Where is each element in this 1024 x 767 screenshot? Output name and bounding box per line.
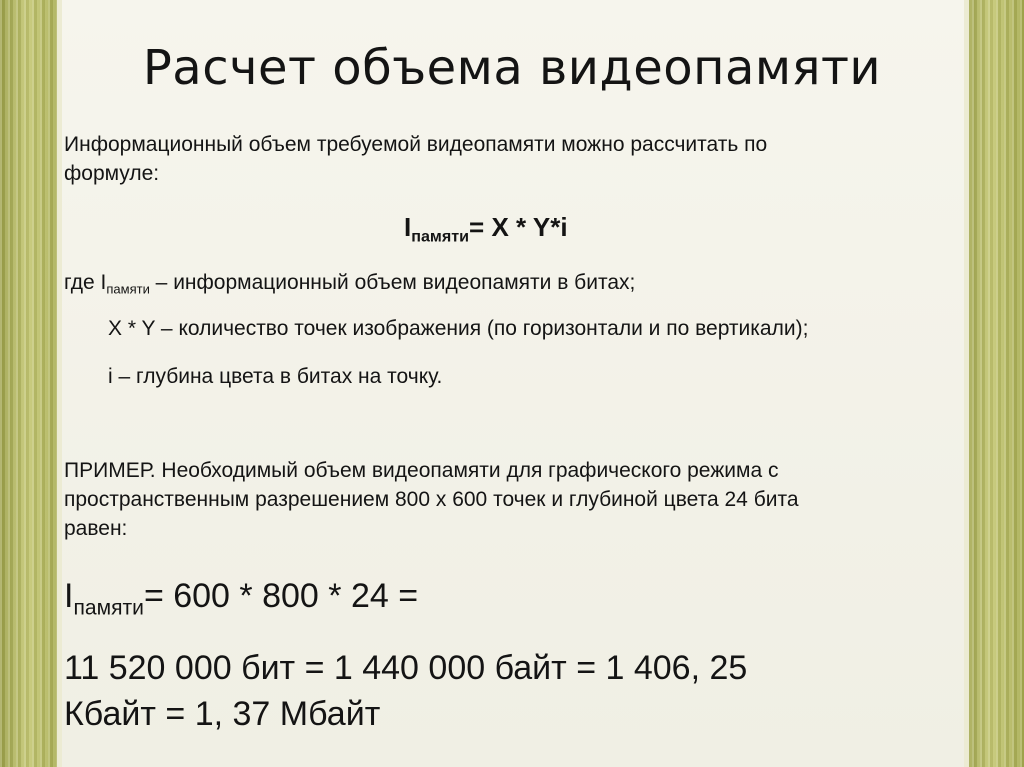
- formula-symbol: I: [404, 212, 412, 242]
- result-line-1: 11 520 000 бит = 1 440 000 байт = 1 406, 25: [64, 649, 748, 687]
- memory-formula: [404, 212, 568, 246]
- right-decorative-border: [964, 0, 1024, 767]
- calc-symbol: I: [64, 577, 74, 615]
- definition-prefix: где I: [64, 271, 107, 294]
- result-line-2: Кбайт = 1, 37 Мбайт: [64, 695, 381, 733]
- formula-subscript: памяти: [411, 227, 470, 246]
- definition-i: i – глубина цвета в битах на точку.: [108, 365, 443, 388]
- intro-line-2: формуле:: [64, 162, 160, 185]
- intro-line-1: Информационный объем требуемой видеопамяти можно рассчитать по: [64, 133, 768, 156]
- example-line-1: ПРИМЕР. Необходимый объем видеопамяти для графического режима с: [64, 459, 779, 482]
- formula-rest: = X * Y*i: [469, 212, 568, 242]
- definition-xy: X * Y – количество точек изображения (по горизонтали и по вертикали);: [108, 317, 809, 340]
- calculation-line: [64, 572, 418, 620]
- slide-title: Расчет объема видеопамяти: [142, 40, 882, 96]
- calc-rest: = 600 * 800 * 24 =: [143, 577, 419, 615]
- example-line-2: пространственным разрешением 800 х 600 точек и глубиной цвета 24 бита: [64, 488, 799, 511]
- definition-memory: [64, 268, 635, 297]
- definition-text: – информационный объем видеопамяти в битах;: [149, 271, 636, 294]
- example-line-3: равен:: [64, 517, 128, 540]
- left-decorative-border: [0, 0, 62, 767]
- calc-subscript: памяти: [73, 596, 144, 620]
- definition-subscript: памяти: [106, 281, 150, 297]
